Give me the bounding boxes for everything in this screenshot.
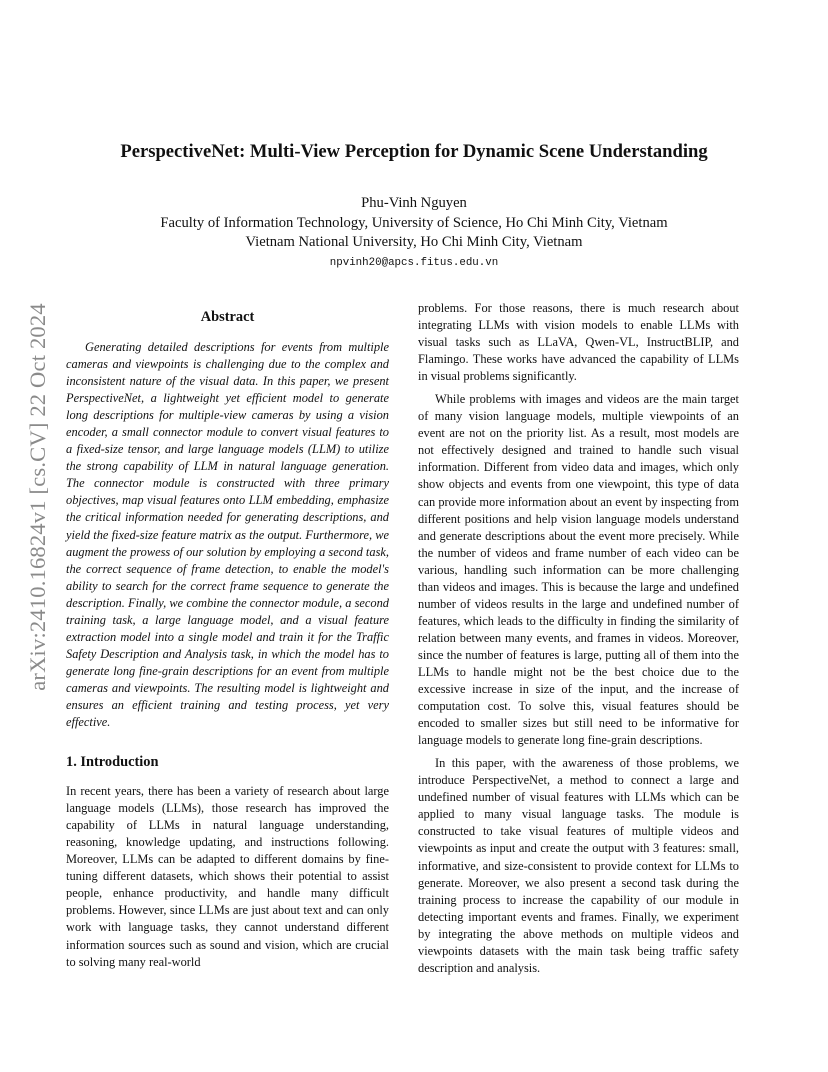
author-email: npvinh20@apcs.fitus.edu.vn — [329, 257, 499, 269]
intro-paragraph-1: In recent years, there has been a variety of research about large language models (LLMs), those research has improved the capability of LLMs in natural language understanding, reasoning, knowledge updating, and instructions following. Moreover, LLMs can be adapted to different domains by fine-tuning different datasets, which shows their potential to assist people, enhance productivity, and handle many difficult problems. However, since LLMs are just about text and can only work with language tasks, they cannot understand different information sources such as sound and vision, which are crucial to solving many real-world — [66, 784, 389, 969]
abstract-text: Generating detailed descriptions for events from multiple cameras and viewpoints is challenging due to the complex and inconsistent nature of the visual data. In this paper, we present PerspectiveNet, a lightweight yet efficient model to generate long descriptions for multiple-view cameras by using a vision encoder, a small connector module to convert visual features to a fixed-size tensor, and large language models (LLM) to utilize the strong capability of LLM in natural language generation. The connector module is constructed with three primary objectives, map visual features onto LLM embedding, emphasize the critical information needed for generating descriptions, and yield the fixed-size feature matrix as the output. Furthermore, we augment the prowess of our solution by employing a second task, the correct sequence of frame detection, to enable the model's ability to search for the correct frame sequence to generate the description. Finally, we combine the connector module, a second training task, a large language model, and a visual feature extraction model into a single model and train it for the Traffic Safety Description and Analysis task, in which the model has to generate long fine-grain descriptions for an event from multiple cameras and viewpoints. The resulting model is lightweight and ensures an efficient training and testing process, yet very effective. — [66, 340, 389, 730]
intro-paragraph-3: In this paper, with the awareness of those problems, we introduce PerspectiveNet, a method to connect a large and undefined number of visual features with LLMs which can be applied to many visual language tasks. The module is constructed to take visual features of multiple videos and viewpoints as input and create the output with 3 features: small, informative, and size-consistent to provide context for LLMs to generate. Moreover, we also present a second task during the training process to increase the capability of our module in detecting important events and frames. Finally, we experiment by integrating the above methods on multiple videos and viewpoints datasets with the main task being traffic safety description and analysis. — [418, 756, 739, 975]
introduction-heading: 1. Introduction — [66, 754, 159, 771]
affiliation-line-1: Faculty of Information Technology, University of Science, Ho Chi Minh City, Vietnam — [160, 215, 668, 231]
author-name: Phu-Vinh Nguyen — [361, 195, 467, 211]
intro-paragraph-2: While problems with images and videos are the main target of many vision language models, multiple viewpoints of an event are not on the priority list. As a result, most models are not effectively designed and trained to handle such visual information. Different from video data and images, which only show objects and events from one viewpoint, this type of data can provide more information about an event by inspecting from different positions and help vision language models understand and generate descriptions about the event more precisely. While the number of videos and frame number of each video can be various, handling such information can be more challenging than videos and images. This is because the large and undefined number of videos results in the large and undefined number of features, which leads to the difficulty in finding the similarity of relation between many events, and frames in videos. Moreover, since the number of features is large, putting all of them into the LLMs to handle might not be the best choice due to the excessive increase in size of the input, and the increase of computation cost. To solve this, visual features should be encoded to smaller sizes but still need to be informative for language models to generate long fine-grain descriptions. — [418, 392, 739, 748]
paper-title: PerspectiveNet: Multi-View Perception for Dynamic Scene Understanding — [120, 141, 708, 162]
arxiv-identifier: arXiv:2410.16824v1 [cs.CV] 22 Oct 2024 — [25, 303, 50, 691]
intro-paragraph-1-continued: problems. For those reasons, there is much research about integrating LLMs with vision models to enable LLMs with visual tasks such as LLaVA, Qwen-VL, InstructBLIP, and Flamingo. These works have advanced the capability of LLMs in visual problems significantly. — [418, 301, 739, 384]
left-column — [66, 300, 389, 971]
right-column — [418, 300, 739, 977]
affiliation-line-2: Vietnam National University, Ho Chi Minh City, Vietnam — [245, 234, 583, 250]
abstract-heading: Abstract — [200, 309, 255, 325]
